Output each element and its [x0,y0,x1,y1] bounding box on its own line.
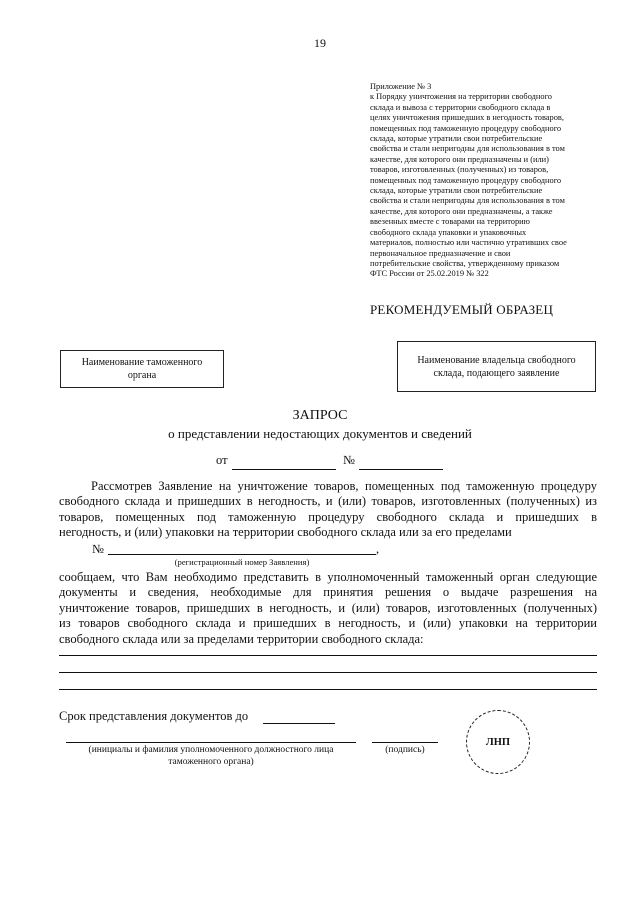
official-caption-line: таможенного органа) [168,757,254,767]
appendix-line: помещенных под таможенную процедуру свободного [370,175,562,185]
official-name-caption [58,744,364,768]
paragraph-line: свободного склада и пришедших в негодность, и (или) товаров, изготовленных (полученных) из [59,494,597,509]
deadline-date-field[interactable] [263,709,335,724]
appendix-line: ФТС России от 25.02.2019 № 322 [370,269,489,279]
stamp-label: ЛНП [485,736,511,748]
date-field[interactable] [232,455,336,470]
paragraph-line: уничтожение товаров, пришедших в негодность, и (или) товаров, изготовленных (полученных) [59,600,597,615]
paragraph-line: товаров, помещенных под таможенную процедуру свободного склада и пришедших в [59,509,597,524]
signature-field[interactable] [372,742,438,743]
document-list-line[interactable] [59,672,597,673]
stamp-placeholder [466,710,530,774]
number-field[interactable] [359,455,443,470]
appendix-line: Приложение № 3 [370,82,432,91]
appendix-line: склада и вывоза с территории свободного склада в [370,102,551,112]
customs-box-line: Наименование таможенного [81,357,203,368]
appendix-line: первоначальное предназначение и свои [370,248,511,258]
reg-number-sign: № [92,542,104,556]
appendix-note [370,82,608,280]
warehouse-owner-box [397,341,596,392]
official-caption-line: (инициалы и фамилия уполномоченного должностного лица [88,745,334,755]
appendix-line: к Порядку уничтожения на территории свободного [370,92,552,102]
document-list-line[interactable] [59,655,597,656]
owner-box-line: склада, подающего заявление [433,367,560,379]
paragraph-request [59,570,597,647]
paragraph-line: документы и сведения, необходимые для принятия решения о выдаче разрешения на [59,585,597,600]
reg-number-comma: , [376,542,380,556]
paragraph-line: свободного склада или за пределами территории свободного склада: [59,631,424,646]
official-name-field[interactable] [66,742,356,743]
reg-number-caption: (регистрационный номер Заявления) [174,557,310,567]
document-title: ЗАПРОС [292,408,348,423]
appendix-line: качестве, для которого они предназначены, а также [370,206,553,216]
appendix-line: свободного склада упаковки и упаковочных [370,227,527,237]
appendix-line: товаров, изготовленных (полученных) из товаров, [370,165,549,175]
paragraph-line: негодность, и (или) упаковки на территории свободного склада или за его пределами [59,525,512,540]
deadline-label: Срок представления документов до [59,709,249,723]
paragraph-application [59,479,597,541]
appendix-line: склада, которые утратили свои потребительские [370,134,543,144]
appendix-line: качестве, для которого они предназначены и (или) [370,154,549,164]
appendix-line: ввезенных вместе с товарами на территорию [370,217,530,227]
appendix-line: потребительские свойства, утвержденному приказом [370,258,560,268]
owner-box-line: Наименование владельца свободного [417,354,576,366]
document-list-line[interactable] [59,689,597,690]
document-subtitle: о представлении недостающих документов и сведений [168,426,472,441]
paragraph-line: из товаров свободного склада и пришедших в негодность, и (или) упаковки на территории [59,616,597,631]
paragraph-line: Рассмотрев Заявление на уничтожение товаров, помещенных под таможенную процедуру [91,479,597,493]
page-number: 19 [314,36,326,50]
reg-number-field[interactable] [108,540,376,555]
customs-authority-box [60,350,224,388]
date-label: от [216,453,228,467]
paragraph-line: сообщаем, что Вам необходимо представить в уполномоченный таможенный орган следующие [59,570,597,584]
signature-caption: (подпись) [385,745,425,755]
appendix-line: материалов, полностью или частично утративших свое [370,238,567,248]
appendix-line: склада, которые утратили свои потребительские [370,186,543,196]
customs-box-line: органа [127,370,157,381]
number-label: № [343,453,355,467]
appendix-line: свойства и стали непригодны для использования в том [370,144,565,154]
appendix-line: помещенных под таможенную процедуру свободного [370,123,562,133]
sample-label: РЕКОМЕНДУЕМЫЙ ОБРАЗЕЦ [370,302,554,317]
appendix-line: целях уничтожения пришедших в негодность товаров, [370,113,564,123]
appendix-line: свойства и стали непригодны для использования в том [370,196,565,206]
